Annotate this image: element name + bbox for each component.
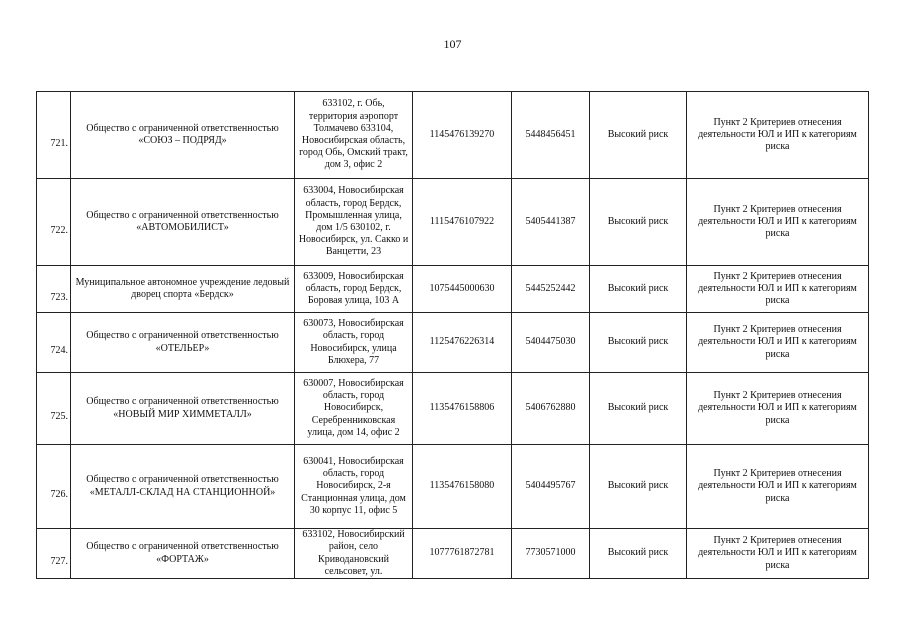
- organization-address: 633009, Новосибирская область, город Бердск, Боровая улица, 103 А: [295, 266, 413, 313]
- organization-name: Общество с ограниченной ответственностью «ОТЕЛЬЕР»: [71, 313, 295, 373]
- inn-value: 5405441387: [512, 179, 590, 266]
- risk-category: Высокий риск: [590, 529, 687, 579]
- table-row: [37, 445, 869, 529]
- organization-address: 633004, Новосибирская область, город Бердск, Промышленная улица, дом 1/5 630102, г. Новосибирск, ул. Сакко и Ванцетти, 23: [295, 179, 413, 266]
- ogrn-value: 1077761872781: [413, 529, 512, 579]
- ogrn-value: 1135476158806: [413, 373, 512, 445]
- risk-basis: Пункт 2 Критериев отнесения деятельности ЮЛ и ИП к категориям риска: [687, 266, 869, 313]
- page-number: 107: [443, 37, 462, 51]
- inn-value: 5404495767: [512, 445, 590, 529]
- organization-name: Общество с ограниченной ответственностью «НОВЫЙ МИР ХИММЕТАЛЛ»: [71, 373, 295, 445]
- organization-address: 630041, Новосибирская область, город Новосибирск, 2-я Станционная улица, дом 30 корпус 11, офис 5: [295, 445, 413, 529]
- risk-category: Высокий риск: [590, 445, 687, 529]
- row-number: 727.: [37, 529, 71, 579]
- risk-category: Высокий риск: [590, 92, 687, 179]
- registry-table: [36, 91, 869, 579]
- ogrn-value: 1135476158080: [413, 445, 512, 529]
- row-number: 722.: [37, 179, 71, 266]
- organization-name: Муниципальное автономное учреждение ледовый дворец спорта «Бердск»: [71, 266, 295, 313]
- row-number: 724.: [37, 313, 71, 373]
- organization-address: 633102, Новосибирский район, село Криводановский сельсовет, ул.: [295, 529, 413, 579]
- inn-value: 7730571000: [512, 529, 590, 579]
- risk-basis: Пункт 2 Критериев отнесения деятельности ЮЛ и ИП к категориям риска: [687, 92, 869, 179]
- ogrn-value: 1075445000630: [413, 266, 512, 313]
- risk-category: Высокий риск: [590, 313, 687, 373]
- ogrn-value: 1115476107922: [413, 179, 512, 266]
- row-number: 723.: [37, 266, 71, 313]
- row-number: 726.: [37, 445, 71, 529]
- row-number: 725.: [37, 373, 71, 445]
- organization-name: Общество с ограниченной ответственностью «ФОРТАЖ»: [71, 529, 295, 579]
- risk-basis: Пункт 2 Критериев отнесения деятельности ЮЛ и ИП к категориям риска: [687, 529, 869, 579]
- organization-name: Общество с ограниченной ответственностью «МЕТАЛЛ-СКЛАД НА СТАНЦИОННОЙ»: [71, 445, 295, 529]
- risk-basis: Пункт 2 Критериев отнесения деятельности ЮЛ и ИП к категориям риска: [687, 313, 869, 373]
- inn-value: 5448456451: [512, 92, 590, 179]
- row-number: 721.: [37, 92, 71, 179]
- organization-address: 630007, Новосибирская область, город Новосибирск, Серебренниковская улица, дом 14, офис 2: [295, 373, 413, 445]
- organization-address: 633102, г. Обь, территория аэропорт Толмачево 633104, Новосибирская область, город Обь, Омский тракт, дом 3, офис 2: [295, 92, 413, 179]
- table-row: [37, 92, 869, 179]
- inn-value: 5406762880: [512, 373, 590, 445]
- table-row: [37, 373, 869, 445]
- risk-basis: Пункт 2 Критериев отнесения деятельности ЮЛ и ИП к категориям риска: [687, 179, 869, 266]
- risk-basis: Пункт 2 Критериев отнесения деятельности ЮЛ и ИП к категориям риска: [687, 445, 869, 529]
- table-row: [37, 266, 869, 313]
- table-row: [37, 179, 869, 266]
- inn-value: 5404475030: [512, 313, 590, 373]
- risk-basis: Пункт 2 Критериев отнесения деятельности ЮЛ и ИП к категориям риска: [687, 373, 869, 445]
- risk-category: Высокий риск: [590, 179, 687, 266]
- ogrn-value: 1125476226314: [413, 313, 512, 373]
- table-row: [37, 529, 869, 579]
- organization-name: Общество с ограниченной ответственностью «АВТОМОБИЛИСТ»: [71, 179, 295, 266]
- ogrn-value: 1145476139270: [413, 92, 512, 179]
- inn-value: 5445252442: [512, 266, 590, 313]
- risk-category: Высокий риск: [590, 373, 687, 445]
- organization-address: 630073, Новосибирская область, город Новосибирск, улица Блюхера, 77: [295, 313, 413, 373]
- table-row: [37, 313, 869, 373]
- organization-name: Общество с ограниченной ответственностью «СОЮЗ – ПОДРЯД»: [71, 92, 295, 179]
- risk-category: Высокий риск: [590, 266, 687, 313]
